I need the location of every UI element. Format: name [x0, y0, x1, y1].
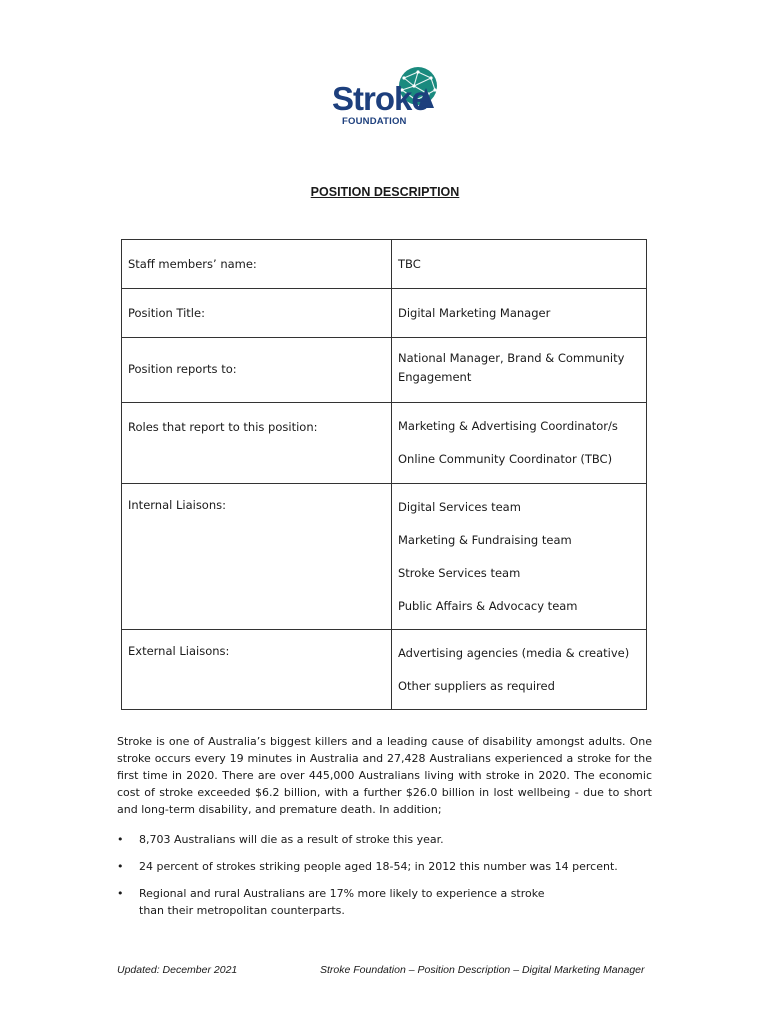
row-value-text: Other suppliers as required — [398, 679, 555, 693]
list-item-text: Regional and rural Australians are 17% more likely to experience a stroke than their metropolitan counterparts. — [139, 887, 545, 917]
row-label-text: Staff members’ name: — [128, 257, 257, 271]
row-label-text: Position reports to: — [128, 362, 237, 376]
row-value-text: Stroke Services team — [398, 566, 521, 580]
logo-subtitle: FOUNDATION — [342, 116, 407, 127]
list-item — [117, 885, 652, 919]
row-value-text: Digital Services team — [398, 500, 521, 514]
row-label-text: Internal Liaisons: — [128, 498, 227, 512]
list-item — [117, 858, 652, 875]
row-value — [392, 484, 647, 630]
bullet-icon: • — [117, 860, 124, 873]
table-row — [122, 403, 647, 484]
row-value — [392, 289, 647, 338]
list-item-text: 24 percent of strokes striking people aged 18-54; in 2012 this number was 14 percent. — [139, 860, 618, 873]
row-value-text: Digital Marketing Manager — [398, 306, 551, 320]
footer-document-name: Stroke Foundation – Position Description – Digital Marketing Manager — [320, 964, 645, 976]
row-value — [392, 338, 647, 403]
row-value-text: TBC — [398, 257, 421, 271]
row-value-text: Marketing & Advertising Coordinator/s — [398, 419, 618, 433]
table-row — [122, 289, 647, 338]
table-row — [122, 484, 647, 630]
row-value — [392, 403, 647, 484]
table-row — [122, 338, 647, 403]
document-title: POSITION DESCRIPTION — [310, 185, 460, 199]
row-value-text: Online Community Coordinator (TBC) — [398, 452, 613, 466]
row-label-text: Roles that report to this position: — [128, 420, 318, 434]
bullet-icon: • — [117, 833, 124, 846]
row-value-text: Public Affairs & Advocacy team — [398, 599, 578, 613]
logo-wordmark: Stroke — [332, 80, 429, 117]
row-value-text: Advertising agencies (media & creative) — [398, 646, 630, 660]
row-label — [122, 403, 392, 484]
row-label-text: External Liaisons: — [128, 644, 230, 658]
row-label — [122, 240, 392, 289]
list-item-text: 8,703 Australians will die as a result of stroke this year. — [139, 833, 444, 846]
intro-paragraph: Stroke is one of Australia’s biggest killers and a leading cause of disability amongst adults. One stroke occurs every 19 minutes in Australia and 27,428 Australians experienced a stroke for the first time in 2020. There are over 445,000 Australians living with stroke in 2020. The economic cost of stroke exceeded $6.2 billion, with a further $26.0 billion in lost wellbeing - due to short and long-term disability, and premature death. In addition; — [117, 735, 652, 816]
list-item — [117, 831, 652, 848]
row-label — [122, 289, 392, 338]
table-row — [122, 630, 647, 710]
row-value-text: Engagement — [398, 370, 472, 384]
row-label — [122, 484, 392, 630]
row-value-text: Marketing & Fundraising team — [398, 533, 572, 547]
row-value-text: National Manager, Brand & Community — [398, 351, 625, 365]
row-value — [392, 240, 647, 289]
bullet-icon: • — [117, 887, 124, 900]
footer-updated-date: Updated: December 2021 — [117, 964, 238, 976]
row-label — [122, 338, 392, 403]
row-value — [392, 630, 647, 710]
row-label-text: Position Title: — [128, 306, 205, 320]
stroke-facts-list — [117, 831, 652, 929]
table-row — [122, 240, 647, 289]
stroke-foundation-logo — [330, 66, 450, 130]
row-label — [122, 630, 392, 710]
position-details-table — [121, 239, 647, 710]
